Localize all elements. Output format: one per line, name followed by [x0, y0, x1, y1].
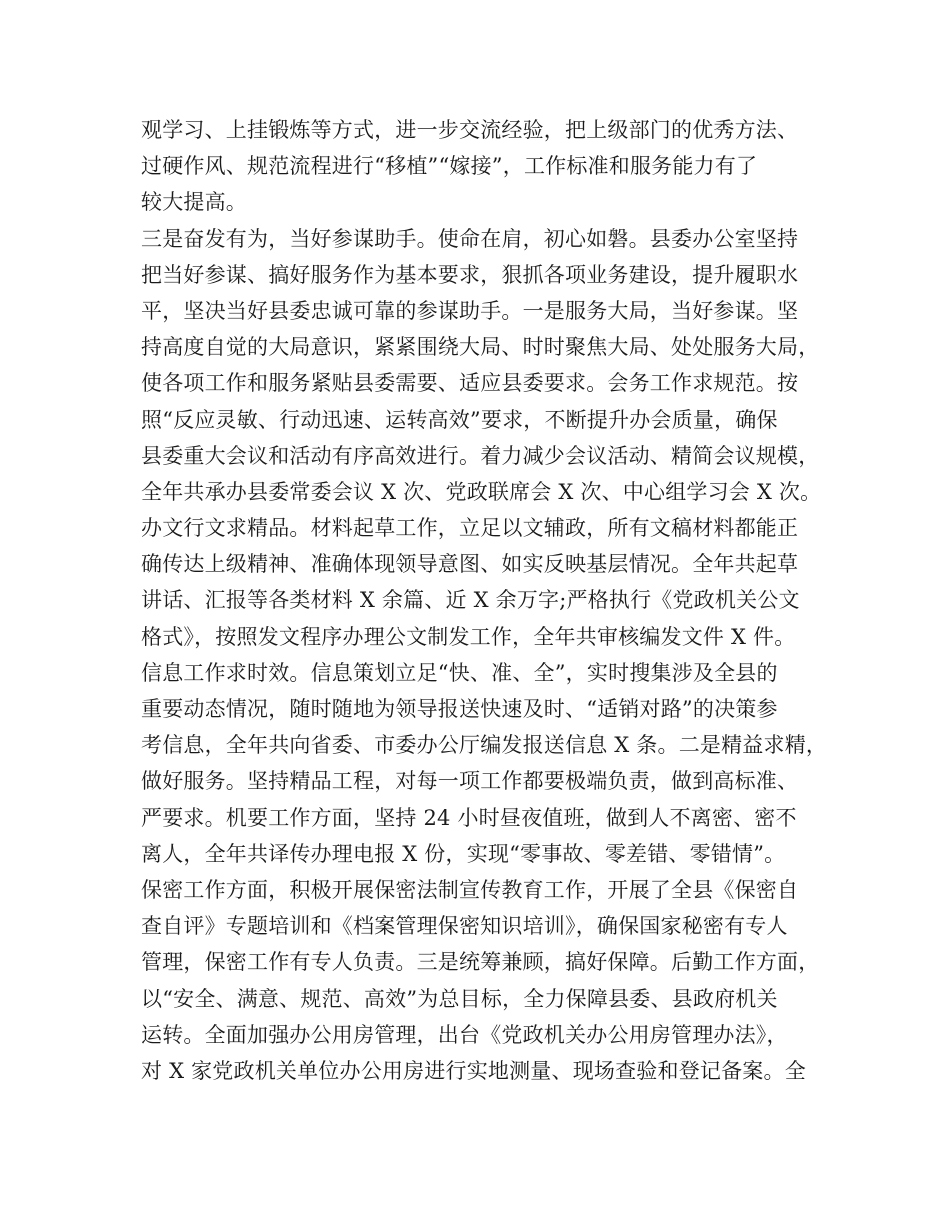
text-line-20: 严要求。机要工作方面，坚持 24 小时昼夜值班，做到人不离密、密不 — [141, 805, 797, 830]
text-line-9: 照“反应灵敏、行动迅速、运转高效”要求，不断提升办会质量，确保 — [141, 407, 778, 432]
text-line-24: 管理，保密工作有专人负责。三是统筹兼顾，搞好保障。后勤工作方面， — [141, 950, 820, 975]
text-line-19: 做好服务。坚持精品工程，对每一项工作都要极端负责，做到高标准、 — [141, 769, 799, 794]
text-line-13: 确传达上级精神、准确体现领导意图、如实反映基层情况。全年共起草 — [141, 552, 799, 577]
text-line-15: 格式》，按照发文程序办理公文制发工作，全年共审核编发文件 X 件。 — [141, 624, 796, 649]
text-line-4: 三是奋发有为，当好参谋助手。使命在肩，初心如磐。县委办公室坚持 — [141, 226, 799, 251]
text-line-25: 以“安全、满意、规范、高效”为总目标，全力保障县委、县政府机关 — [141, 986, 778, 1011]
text-line-26: 运转。全面加强办公用房管理，出台《党政机关办公用房管理办法》， — [141, 1022, 788, 1047]
text-line-3: 较大提高。 — [141, 190, 247, 215]
text-line-7: 持高度自觉的大局意识，紧紧围绕大局、时时聚焦大局、处处服务大局， — [141, 335, 820, 360]
text-line-10: 县委重大会议和活动有序高效进行。着力减少会议活动、精简会议规模， — [141, 443, 820, 468]
text-line-1: 观学习、上挂锻炼等方式，进一步交流经验，把上级部门的优秀方法、 — [141, 118, 799, 142]
text-line-21: 离人，全年共译传办理电报 X 份，实现“零事故、零差错、零错情”。 — [141, 841, 786, 866]
text-line-6: 平，坚决当好县委忠诚可靠的参谋助手。一是服务大局，当好参谋。坚 — [141, 298, 799, 323]
text-line-2: 过硬作风、规范流程进行“移植”“嫁接”，工作标准和服务能力有了 — [141, 154, 758, 179]
text-line-5: 把当好参谋、搞好服务作为基本要求，狠抓各项业务建设，提升履职水 — [141, 262, 799, 287]
text-line-14: 讲话、汇报等各类材料 X 余篇、近 X 余万字;严格执行《党政机关公文 — [141, 588, 800, 613]
text-line-17: 重要动态情况，随时随地为领导报送快速及时、“适销对路”的决策参 — [141, 697, 778, 721]
text-line-22: 保密工作方面，积极开展保密法制宣传教育工作，开展了全县《保密自 — [141, 877, 799, 902]
text-line-18: 考信息，全年共向省委、市委办公厅编发报送信息 X 条。二是精益求精， — [141, 733, 828, 758]
text-line-16: 信息工作求时效。信息策划立足“快、准、全”，实时搜集涉及全县的 — [141, 660, 778, 685]
text-line-27: 对 X 家党政机关单位办公用房进行实地测量、现场查验和登记备案。全 — [141, 1058, 806, 1083]
text-line-12: 办文行文求精品。材料起草工作，立足以文辅政，所有文稿材料都能正 — [141, 516, 799, 541]
text-line-8: 使各项工作和服务紧贴县委需要、适应县委要求。会务工作求规范。按 — [141, 371, 799, 396]
body-text — [141, 112, 831, 1089]
text-line-11: 全年共承办县委常委会议 X 次、党政联席会 X 次、中心组学习会 X 次。 — [141, 479, 822, 504]
text-line-23: 查自评》专题培训和《档案管理保密知识培训》，确保国家秘密有专人 — [141, 914, 788, 939]
